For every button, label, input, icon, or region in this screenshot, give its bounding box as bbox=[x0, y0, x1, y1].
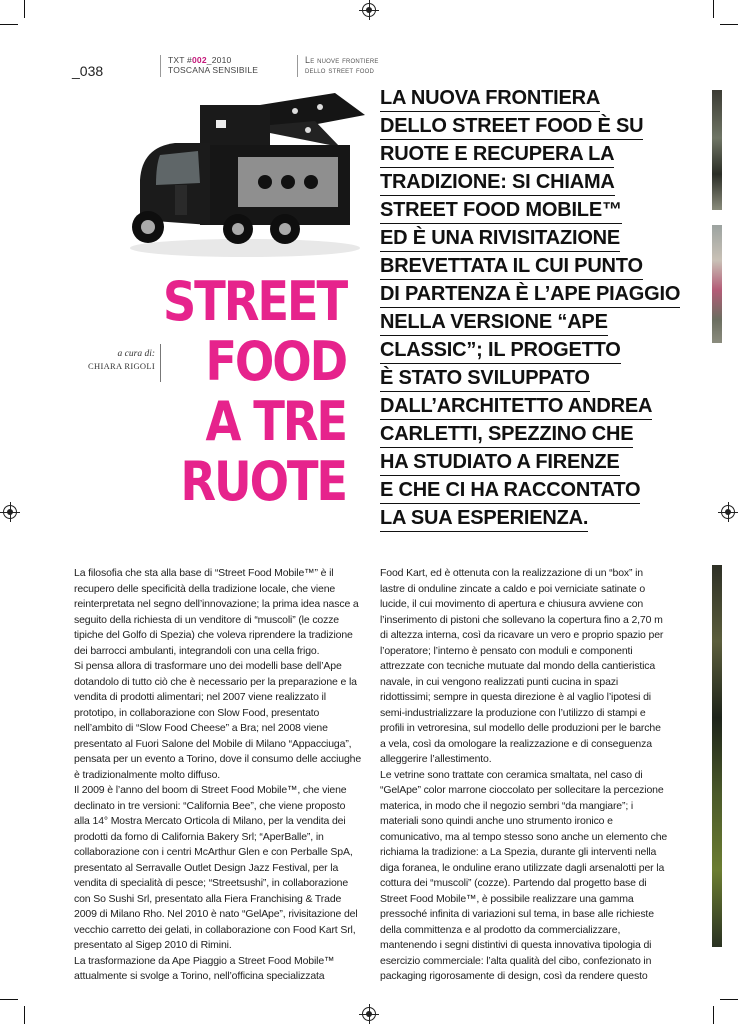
lead-line: LA NUOVA FRONTIERA bbox=[380, 86, 600, 112]
lead-line: CLASSIC”; IL PROGETTO bbox=[380, 338, 621, 364]
registration-mark-icon bbox=[721, 505, 735, 519]
magazine-section-line: TOSCANA SENSIBILE bbox=[168, 65, 259, 75]
bleed-photo-strip bbox=[712, 565, 722, 947]
lead-line: È STATO SVILUPPATO bbox=[380, 366, 590, 392]
crop-mark bbox=[713, 1006, 714, 1024]
registration-mark-icon bbox=[3, 505, 17, 519]
author-label: a cura di: bbox=[117, 349, 155, 359]
lead-line: E CHE CI HA RACCONTATO bbox=[380, 478, 640, 504]
title-line: FOOD bbox=[205, 330, 346, 393]
lead-line: CARLETTI, SPEZZINO CHE bbox=[380, 422, 633, 448]
ape-vehicle-photo bbox=[120, 85, 365, 260]
body-paragraph: Si pensa allora di trasformare uno dei modelli base dell’Ape dotandolo di tutto ciò che è necessario per la preparazione e la vendita di prodotti alimentari; nel 2007 viene realizzato il prototipo, in collaborazione con Slow Food, presentato nell’ambito di “Slow Food Cheese” a Bra; nel 2008 viene presentato al Fuori Salone del Mobile di Milano “Appacciuga”, pensata per un evento a Torino, dove il consumo delle acciughe è tradizionalmente molto diffuso. bbox=[74, 660, 362, 781]
lead-line: DI PARTENZA È L’APE PIAGGIO bbox=[380, 282, 680, 308]
lead-line: ED È UNA RIVISITAZIONE bbox=[380, 226, 620, 252]
magazine-issue bbox=[160, 55, 258, 77]
lead-line: LA SUA ESPERIENZA. bbox=[380, 506, 588, 532]
bleed-photo-strip bbox=[712, 225, 722, 343]
registration-mark-icon bbox=[362, 1007, 376, 1021]
body-column-left bbox=[74, 566, 362, 985]
body-column-right bbox=[380, 566, 668, 985]
body-paragraph: Food Kart, ed è ottenuta con la realizzazione di un “box” in lastre di onduline zincate a caldo e poi verniciate satinate o lucide, il cui movimento di apertura e chiusura avviene con l’inserimento di pistoni che sollevano la copertura fino a 2,70 m di altezza interna, così da ricavare un vero e proprio spazio per l’operatore; l’interno è pensato con moduli e componenti attrezzate con tecniche mutuate dal mondo della cantieristica navale, in cui vengono realizzati punti cucina in spazi ridottissimi; sempre in questa direzione è al vaglio l’ipotesi di semi-industrializzare la produzione con l’utilizzo di stampi e profili in vetroresina, sul modello delle produzioni per le barche a vela, così da omologare la realizzazione e di conseguenza alleggerire l’allestimento. bbox=[380, 567, 664, 765]
lead-line: BREVETTATA IL CUI PUNTO bbox=[380, 254, 643, 280]
crop-mark bbox=[713, 0, 714, 18]
crop-mark bbox=[24, 0, 25, 18]
lead-line: NELLA VERSIONE “APE bbox=[380, 310, 608, 336]
crop-mark bbox=[0, 999, 18, 1000]
title-line: STREET bbox=[162, 270, 346, 333]
section-label-line: Le nuove frontiere bbox=[305, 55, 379, 65]
author-divider bbox=[160, 344, 161, 382]
article-title bbox=[98, 272, 346, 512]
crop-mark bbox=[720, 999, 738, 1000]
lead-line: TRADIZIONE: SI CHIAMA bbox=[380, 170, 615, 196]
lead-line: DALL’ARCHITETTO ANDREA bbox=[380, 394, 652, 420]
crop-mark bbox=[24, 1006, 25, 1024]
lead-line: RUOTE E RECUPERA LA bbox=[380, 142, 614, 168]
body-paragraph: Il 2009 è l’anno del boom di Street Food Mobile™, che viene declinato in tre versioni: “California Bee”, che viene proposto alla 14° Mostra Mercato Orticola di Milano, per la vendita dei prodotti da forno di California Bakery Srl; “AperBalle”, in collaborazione con i centri McArthur Glen e con Perballe SpA, presentato al Serravalle Outlet Design Jazz Festival, per la vendita di specialità di pesce; “Streetsushi”, in collaborazione con So Sushi Srl, presentato alla Fiera Franchising & Trade 2009 di Milano Rho. Nel 2010 è nato “GelApe”, rivisitazione del vecchio carretto dei gelati, in collaborazione con Food Kart Srl, presentato al Sigep 2010 di Rimini. bbox=[74, 784, 358, 951]
body-paragraph: La trasformazione da Ape Piaggio a Street Food Mobile™ attualmente si svolge a Torino, nell’officina specializzata bbox=[74, 954, 335, 982]
author-credit bbox=[70, 348, 155, 372]
registration-mark-icon bbox=[362, 3, 376, 17]
bleed-photo-strip bbox=[712, 90, 722, 210]
body-paragraph: La filosofia che sta alla base di “Street Food Mobile™” è il recupero delle specificità della tradizione locale, che viene reinterpretata nel segno dell’innovazione; la prima idea nasce a seguito della richiesta di un venditore di “muscoli” (le cozze tipiche del Golfo di Spezia) che voleva riprendere la tradizione dei barrocci ambulanti, integrandoli con una cella frigo. bbox=[74, 567, 359, 657]
section-label bbox=[297, 55, 379, 77]
lead-line: STREET FOOD MOBILE™ bbox=[380, 198, 622, 224]
lead-line: DELLO STREET FOOD È SU bbox=[380, 114, 643, 140]
lead-line: HA STUDIATO A FIRENZE bbox=[380, 450, 620, 476]
title-line: RUOTE bbox=[180, 450, 346, 513]
author-name: CHIARA RIGOLI bbox=[88, 361, 155, 371]
body-paragraph: Le vetrine sono trattate con ceramica smaltata, nel caso di “GelApe” color marrone cioccolato per sollecitare la percezione materica, in modo che il negozio sembri “da mangiare”; i materiali sono quindi anche uno strumento ironico e comunicativo, ma al tempo stesso sono anche un elemento che richiama la tradizione: a La Spezia, durante gli interventi nella diga foranea, le onduline erano utilizzate dagli arsenalotti per la cottura dei “muscoli” (cozze). Partendo dal progetto base di Street Food Mobile™, è possibile realizzare una gamma pressoché infinita di variazioni sul tema, in base alle richieste della committenza e al prodotto da commercializzare, mantenendo i segni distintivi di questa innovativa tipologia di esercizio commerciale: l’alta qualità del cibo, confezionato in packaging rigorosamente di design, così da rendere questo bbox=[380, 768, 668, 982]
magazine-issue-line: TXT #002_2010 bbox=[168, 55, 232, 65]
crop-mark bbox=[720, 24, 738, 25]
lead-paragraph bbox=[380, 86, 705, 534]
section-label-line: dello street food bbox=[305, 65, 375, 75]
title-line: A TRE bbox=[205, 390, 346, 453]
page-number: _038 bbox=[72, 63, 104, 79]
crop-mark bbox=[0, 24, 18, 25]
